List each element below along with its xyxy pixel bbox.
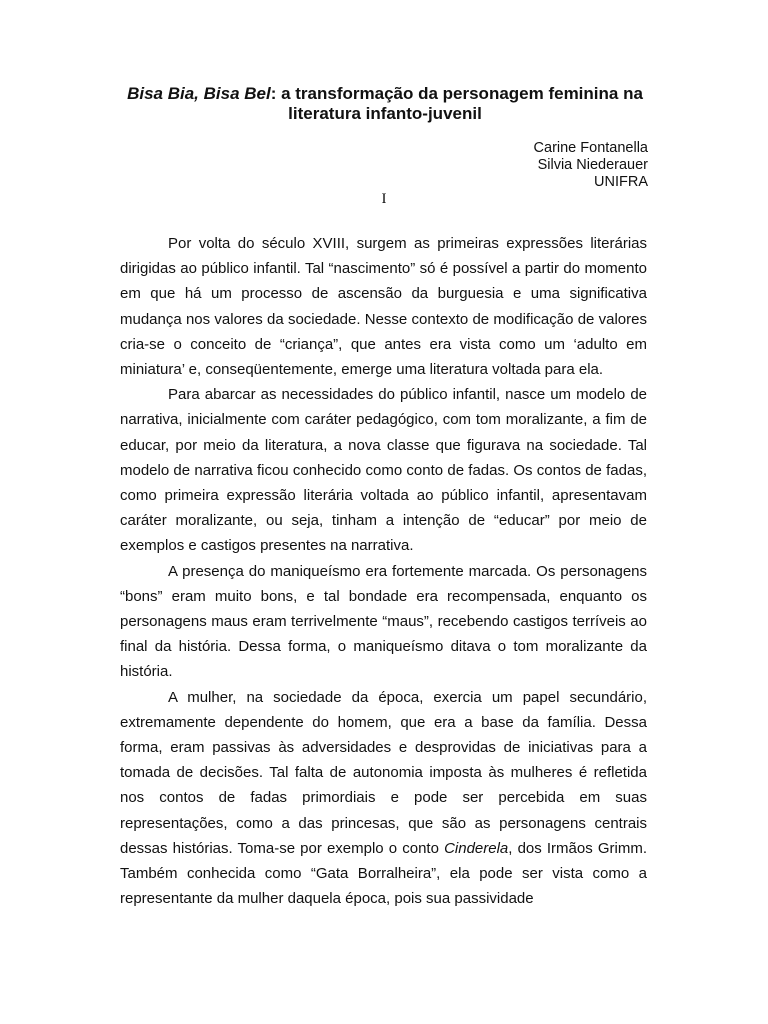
paragraph: A presença do maniqueísmo era fortemente marcada. Os personagens “bons” eram muito bons, e tal bondade era recompensada, enquanto os personagens maus eram terrivelmente “maus”, recebendo castigos terríveis ao final da história. Dessa forma, o maniqueísmo ditava o tom moralizante da história. — [120, 562, 647, 681]
paragraph-text: A mulher, na sociedade da época, exercia um papel secundário, extremamente dependente do homem, que era a base da família. Dessa forma, eram passivas às adversidades e desprovidas de iniciativas para a tomada de decisões. Tal falta de autonomia imposta às mulheres é refletida nos contos de fadas primordiais e pode ser percebida em suas representações, como a das princesas, que são as personagens centrais dessas histórias. Toma-se por exemplo o conto — [120, 688, 647, 857]
institution: UNIFRA — [594, 174, 648, 190]
body-text — [120, 231, 647, 911]
paragraph-text: , dos Irmãos Grimm. Também conhecida como “Gata Borralheira”, ela pode ser vista como a representante da mulher daquela época, pois sua passividade — [120, 839, 647, 908]
section-number: I — [381, 191, 387, 207]
paragraph: Por volta do século XVIII, surgem as primeiras expressões literárias dirigidas ao público infantil. Tal “nascimento” só é possível a partir do momento em que há um processo de ascensão da burguesia e uma significativa mudança nos valores da sociedade. Nesse contexto de modificação de valores cria-se o conceito de “criança”, que antes era vista como um ‘adulto em miniatura’ e, conseqüentemente, emerge uma literatura voltada para ela. — [120, 235, 647, 379]
paragraph — [120, 685, 647, 912]
title-italic-part: Bisa Bia, Bisa Bel — [127, 84, 271, 103]
document-title — [100, 84, 670, 124]
author-block — [534, 140, 648, 191]
author-name: Carine Fontanella — [533, 140, 648, 156]
work-title-italic: Cinderela — [444, 839, 509, 857]
paragraph: Para abarcar as necessidades do público infantil, nasce um modelo de narrativa, inicialmente com caráter pedagógico, com tom moralizante, a fim de educar, por meio da literatura, a nova classe que figurava na sociedade. Tal modelo de narrativa ficou conhecido como conto de fadas. Os contos de fadas, como primeira expressão literária voltada ao público infantil, apresentavam caráter moralizante, ou seja, tinham a intenção de “educar” por meio de exemplos e castigos presentes na narrativa. — [120, 386, 647, 555]
title-rest: : a transformação da personagem feminina na literatura infanto-juvenil — [270, 84, 643, 123]
author-name: Silvia Niederauer — [537, 157, 648, 173]
